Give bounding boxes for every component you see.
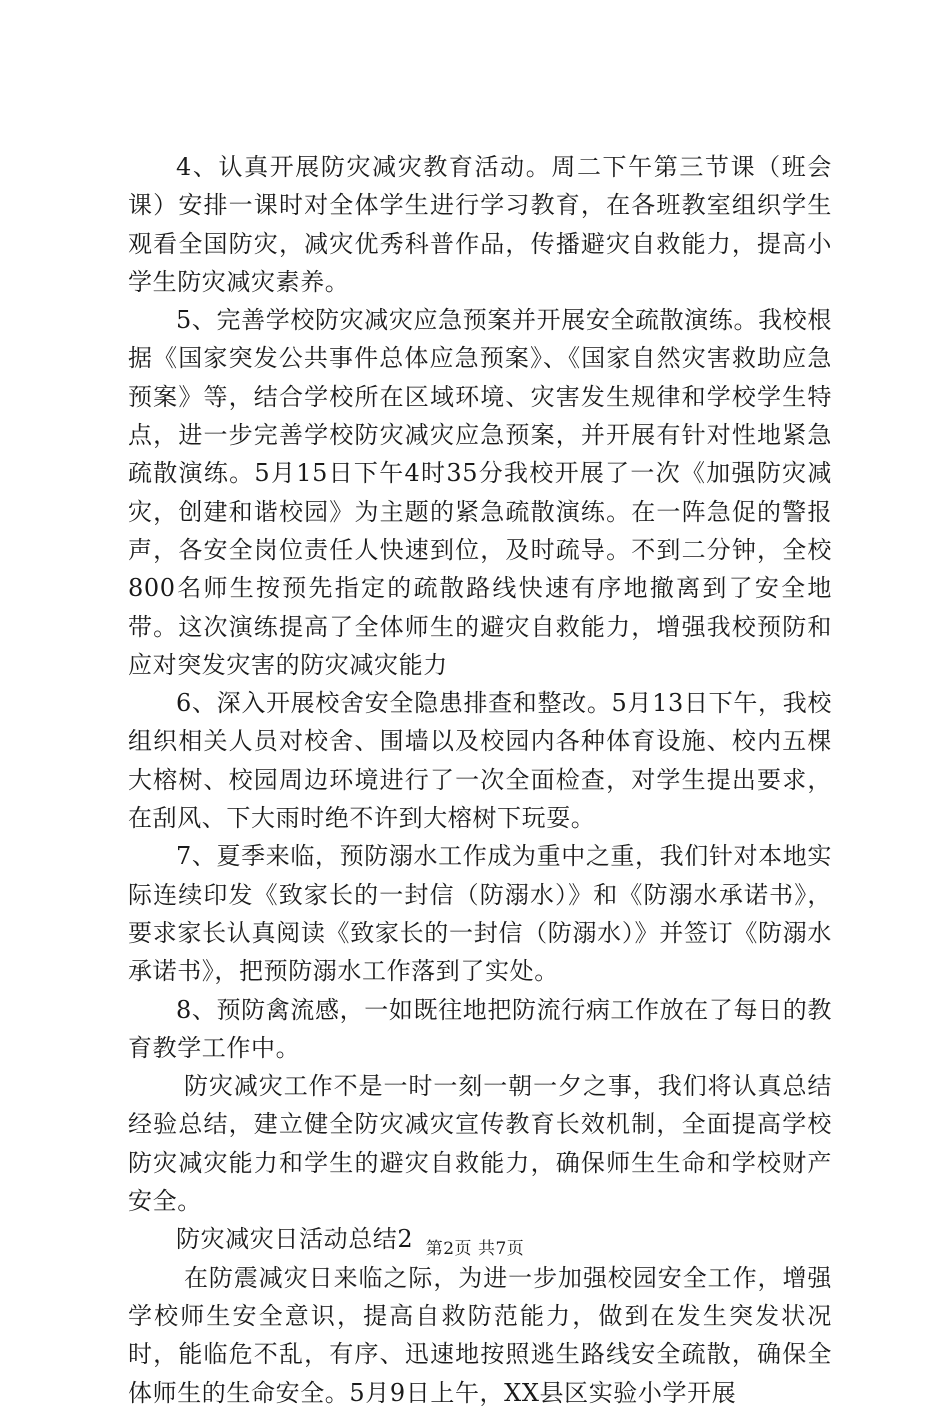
- paragraph-item-7: 7、夏季来临，预防溺水工作成为重中之重，我们针对本地实际连续印发《致家长的一封信（防溺水）》和《防溺水承诺书》，要求家长认真阅读《致家长的一封信（防溺水）》并签订《防溺水承诺书》，把预防溺水工作落到了实处。: [128, 842, 832, 986]
- paragraph-conclusion: 防灾减灾工作不是一时一刻一朝一夕之事，我们将认真总结经验总结，建立健全防灾减灾宣传教育长效机制，全面提高学校防灾减灾能力和学生的避灾自救能力，确保师生生命和学校财产安全。: [128, 1072, 832, 1216]
- document-body: [128, 148, 832, 1412]
- paragraph-item-8: 8、预防禽流感，一如既往地把防流行病工作放在了每日的教育教学工作中。: [128, 995, 832, 1062]
- paragraph-item-4: 4、认真开展防灾减灾教育活动。周二下午第三节课（班会课）安排一课时对全体学生进行学习教育，在各班教室组织学生观看全国防灾，减灾优秀科普作品，传播避灾自救能力，提高小学生防灾减灾素养。: [128, 153, 832, 296]
- page-number-footer: 第2页 共7页: [425, 1239, 525, 1259]
- paragraph-item-6: 6、深入开展校舍安全隐患排查和整改。5月13日下午，我校组织相关人员对校舍、围墙以及校园内各种体育设施、校内五棵大榕树、校园周边环境进行了一次全面检查，对学生提出要求，在刮风、下大雨时绝不许到大榕树下玩耍。: [128, 689, 832, 833]
- section-paragraph: 在防震减灾日来临之际，为进一步加强校园安全工作，增强学校师生安全意识，提高自救防范能力，做到在发生突发状况时，能临危不乱，有序、迅速地按照逃生路线安全疏散，确保全体师生的生命安全。5月9日上午，XX县区实验小学开展: [128, 1263, 832, 1407]
- paragraph-item-5: 5、完善学校防灾减灾应急预案并开展安全疏散演练。我校根据《国家突发公共事件总体应急预案》、《国家自然灾害救助应急预案》等，结合学校所在区域环境、灾害发生规律和学校学生特点，进一步完善学校防灾减灾应急预案，并开展有针对性地紧急疏散演练。5月15日下午4时35分我校开展了一次《加强防灾减灾，创建和谐校园》为主题的紧急疏散演练。在一阵急促的警报声，各安全岗位责任人快速到位，及时疏导。不到二分钟，全校800名师生按预先指定的疏散路线快速有序地撤离到了安全地带。这次演练提高了全体师生的避灾自救能力，增强我校预防和应对突发灾害的防灾减灾能力: [128, 306, 832, 679]
- section-heading: 防灾减灾日活动总结2: [176, 1225, 414, 1254]
